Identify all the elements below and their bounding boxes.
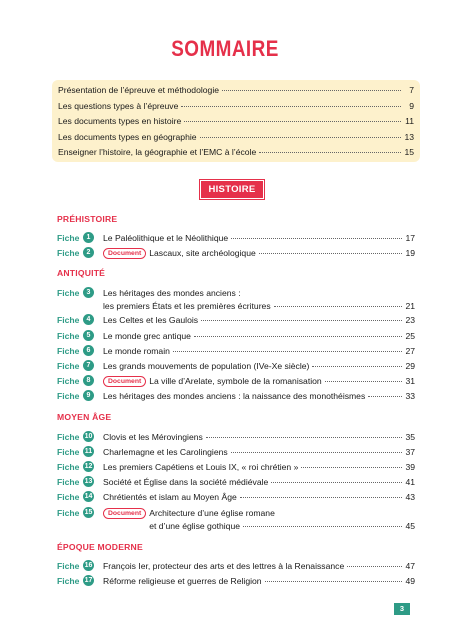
- intro-page: 9: [409, 100, 414, 111]
- leader-dots: [265, 581, 402, 582]
- toc-entry[interactable]: [57, 376, 415, 387]
- intro-label: Les documents types en géographie: [58, 131, 197, 142]
- intro-label: Présentation de l’épreuve et méthodologie: [58, 85, 220, 95]
- toc-entry[interactable]: [57, 576, 415, 586]
- entry-title: Réforme religieuse et guerres de Religion: [103, 576, 262, 586]
- fiche-number-badge: 7: [83, 360, 94, 371]
- toc-entry[interactable]: [57, 462, 415, 472]
- fiche-number-badge: 9: [83, 390, 94, 401]
- leader-dots: [259, 253, 402, 254]
- toc-entry[interactable]: [57, 361, 415, 371]
- entry-title: Charlemagne et les Carolingiens: [103, 447, 228, 457]
- fiche-label: Fiche: [57, 576, 80, 586]
- toc-entry[interactable]: [57, 508, 415, 531]
- toc-entry[interactable]: [57, 315, 415, 325]
- entry-title: Le monde romain: [103, 346, 170, 356]
- document-tag: Document: [103, 508, 146, 519]
- entry-title-line1: Architecture d’une église romane: [149, 508, 275, 518]
- fiche-label: Fiche: [57, 346, 80, 356]
- leader-dots: [181, 106, 401, 107]
- entry-title-line2: et d’une église gothique: [149, 521, 241, 531]
- entry-page: 47: [405, 561, 415, 571]
- entry-page: 17: [405, 233, 415, 243]
- category-heading: MOYEN ÂGE: [57, 412, 112, 422]
- entry-page: 21: [405, 301, 415, 311]
- toc-entry[interactable]: [57, 477, 415, 487]
- entry-page: 27: [405, 346, 415, 356]
- entry-page: 25: [405, 331, 415, 341]
- page-number: 3: [394, 603, 410, 615]
- entry-title: Le Paléolithique et le Néolithique: [103, 233, 229, 243]
- leader-dots: [271, 482, 402, 483]
- fiche-number-badge: 6: [83, 345, 94, 356]
- entry-title: Le monde grec antique: [103, 331, 191, 341]
- category-heading: ANTIQUITÉ: [57, 268, 106, 278]
- entry-page: 45: [405, 521, 415, 531]
- fiche-number-badge: 16: [84, 562, 93, 569]
- fiche-label: Fiche: [57, 361, 80, 371]
- intro-page: 7: [409, 85, 414, 95]
- entry-title-line1: Les héritages des mondes anciens :: [103, 288, 241, 298]
- intro-box: [52, 80, 420, 162]
- fiche-label: Fiche: [57, 492, 80, 502]
- toc-entry[interactable]: [57, 331, 415, 341]
- leader-dots: [347, 566, 402, 567]
- fiche-label: Fiche: [57, 391, 80, 401]
- entry-page: 37: [405, 447, 415, 457]
- toc-entry[interactable]: [57, 492, 415, 502]
- leader-dots: [325, 381, 402, 382]
- fiche-label: Fiche: [57, 508, 80, 518]
- fiche-number-badge: 13: [84, 478, 93, 485]
- toc-entry[interactable]: [57, 391, 415, 401]
- intro-item[interactable]: [58, 85, 414, 101]
- entry-title: Les héritages des mondes anciens : la naissance des monothéismes: [103, 391, 366, 401]
- category-heading: PRÉHISTOIRE: [57, 214, 118, 224]
- entry-page: 43: [405, 492, 415, 502]
- leader-dots: [274, 306, 402, 307]
- leader-dots: [173, 351, 402, 352]
- leader-dots: [259, 152, 401, 153]
- section-tab-histoire: HISTOIRE: [201, 181, 263, 198]
- fiche-number-badge: 2: [83, 247, 94, 258]
- intro-item[interactable]: [58, 116, 414, 132]
- entry-page: 49: [405, 576, 415, 586]
- entry-page: 29: [405, 361, 415, 371]
- intro-page: 11: [405, 116, 414, 126]
- fiche-number-badge: 4: [83, 314, 94, 325]
- entry-page: 39: [405, 462, 415, 472]
- toc-entry[interactable]: [57, 561, 415, 571]
- fiche-number-badge: 1: [83, 232, 94, 243]
- fiche-label: Fiche: [57, 432, 80, 442]
- fiche-number-badge: 17: [84, 577, 93, 584]
- toc-entry[interactable]: [57, 432, 415, 442]
- entry-page: 41: [405, 477, 415, 487]
- intro-page: 13: [404, 131, 414, 142]
- intro-item[interactable]: [58, 147, 414, 163]
- leader-dots: [194, 336, 402, 337]
- fiche-label: Fiche: [57, 315, 80, 325]
- leader-dots: [301, 467, 402, 468]
- document-tag: Document: [103, 248, 146, 259]
- entry-title: Lascaux, site archéologique: [149, 248, 256, 258]
- fiche-label: Fiche: [57, 288, 80, 298]
- fiche-label: Fiche: [57, 248, 80, 258]
- entry-page: 33: [405, 391, 415, 401]
- entry-title-line2: les premiers États et les premières écritures: [103, 301, 271, 311]
- entry-page: 31: [405, 376, 415, 386]
- entry-title: Société et Église dans la société médiévale: [103, 477, 269, 487]
- toc-entry[interactable]: [57, 346, 415, 356]
- leader-dots: [184, 121, 401, 122]
- leader-dots: [201, 320, 402, 321]
- fiche-label: Fiche: [57, 376, 80, 386]
- leader-dots: [240, 497, 402, 498]
- entry-title: La ville d’Arelate, symbole de la romanisation: [149, 376, 322, 386]
- intro-page: 15: [404, 147, 414, 157]
- intro-label: Les documents types en histoire: [58, 116, 182, 126]
- fiche-number-badge: 10: [84, 433, 93, 440]
- leader-dots: [222, 90, 401, 91]
- fiche-number-badge: 5: [83, 330, 94, 341]
- toc-entry[interactable]: [57, 233, 415, 243]
- fiche-number-badge: 15: [84, 509, 93, 516]
- fiche-number-badge: 11: [84, 448, 93, 455]
- fiche-label: Fiche: [57, 462, 80, 472]
- fiche-label: Fiche: [57, 561, 80, 571]
- leader-dots: [368, 396, 402, 397]
- fiche-label: Fiche: [57, 477, 80, 487]
- intro-item[interactable]: [58, 101, 414, 117]
- entry-page: 23: [405, 315, 415, 325]
- leader-dots: [312, 366, 402, 367]
- fiche-number-badge: 12: [84, 463, 93, 470]
- toc-entry[interactable]: [57, 447, 415, 457]
- entry-title: François Ier, protecteur des arts et des lettres à la Renaissance: [103, 561, 345, 571]
- page-title: SOMMAIRE: [171, 36, 279, 61]
- document-tag: Document: [103, 376, 146, 387]
- entry-page: 35: [405, 432, 415, 442]
- leader-dots: [206, 437, 402, 438]
- fiche-label: Fiche: [57, 233, 80, 243]
- leader-dots: [231, 238, 402, 239]
- fiche-number-badge: 14: [84, 493, 93, 500]
- fiche-label: Fiche: [57, 331, 80, 341]
- category-heading: ÉPOQUE MODERNE: [57, 542, 143, 552]
- entry-title: Les Celtes et les Gaulois: [103, 315, 199, 325]
- fiche-number-badge: 3: [83, 287, 94, 298]
- leader-dots: [231, 452, 402, 453]
- fiche-label: Fiche: [57, 447, 80, 457]
- leader-dots: [200, 137, 401, 138]
- fiche-number-badge: 8: [83, 375, 94, 386]
- intro-label: Les questions types à l’épreuve: [58, 100, 179, 111]
- entry-page: 19: [405, 248, 415, 258]
- intro-item[interactable]: [58, 132, 414, 148]
- entry-title: Chrétientés et islam au Moyen Âge: [103, 492, 237, 502]
- toc-entry[interactable]: [57, 248, 415, 259]
- leader-dots: [243, 526, 402, 527]
- intro-label: Enseigner l’histoire, la géographie et l’EMC à l’école: [58, 147, 257, 157]
- entry-title: Les grands mouvements de population (IVe-Xe siècle): [103, 361, 310, 371]
- entry-title: Clovis et les Mérovingiens: [103, 432, 203, 442]
- toc-entry[interactable]: [57, 288, 415, 311]
- entry-title: Les premiers Capétiens et Louis IX, « roi chrétien »: [103, 462, 299, 472]
